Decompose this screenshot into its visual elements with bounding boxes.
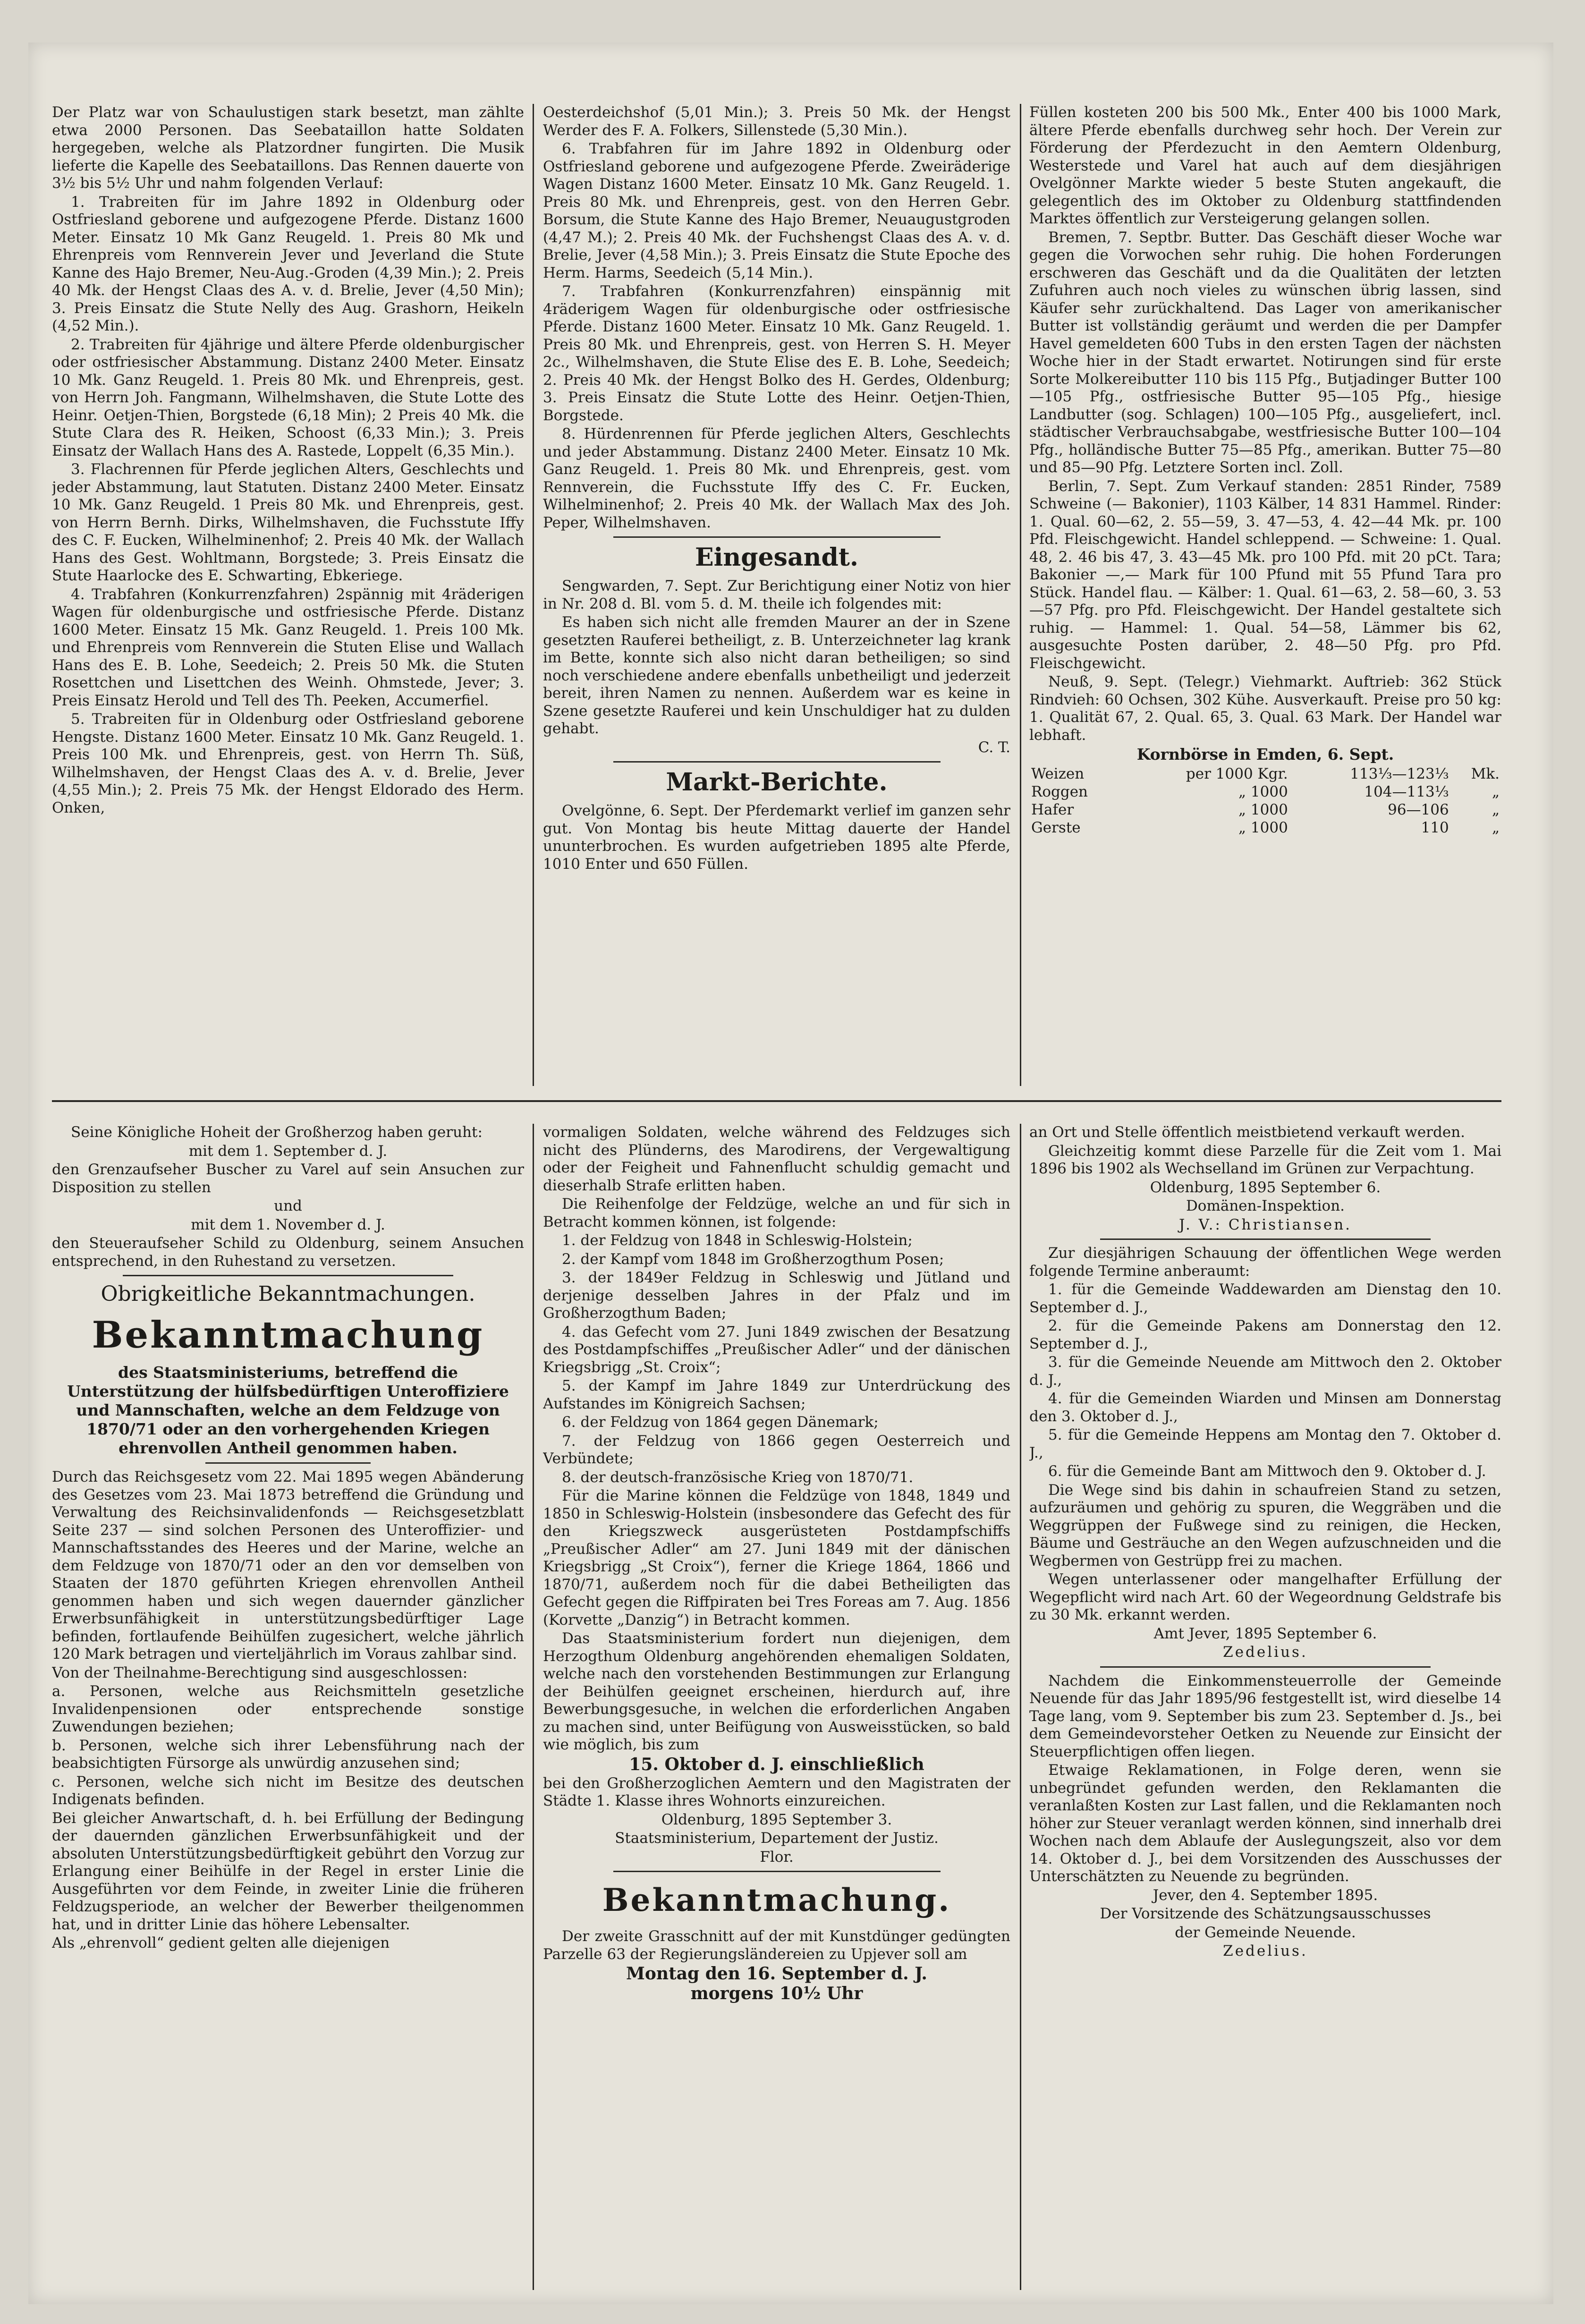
section-rule (52, 1100, 1501, 1102)
paragraph: c. Personen, welche sich nicht im Besitze des deutschen Indigenats befinden. (52, 1773, 524, 1808)
column-2 (543, 104, 1010, 1086)
paragraph: Neuß, 9. Sept. (Telegr.) Viehmarkt. Auftrieb: 362 Stück Rindvieh: 60 Ochsen, 302 Kühe. Ausverkauft. Preise pro 50 kg: 1. Qualität 67, 2. Qual. 65, 3. Qual. 63 Mark. Der Handel war lebhaft. (1029, 673, 1501, 744)
paragraph: 7. der Feldzug von 1866 gegen Oesterreich und Verbündete; (543, 1432, 1010, 1467)
schauung-item: 4. für die Gemeinden Wiarden und Minsen am Donnerstag den 3. Oktober d. J., (1029, 1390, 1501, 1425)
divider (123, 1275, 453, 1276)
signature: Zedelius. (1223, 1644, 1308, 1661)
paragraph: Durch das Reichsgesetz vom 22. Mai 1895 wegen Abänderung des Gesetzes vom 23. Mai 1873 betreffend die Gründung und Verwaltung des Reichsinvalidenfonds — Reichsgesetzblatt Seite 237 — sind solchen Personen des Unteroffizier- und Mannschaftsstandes des Heeres und der Marine, welche an dem Feldzuge von 1870/71 oder an den vor demselben von Staaten der 1870 geführten Kriegen ehrenvollen Antheil genommen haben und sich wegen dauernder gänzlicher Erwerbsunfähigkeit in unterstützungsbedürftiger Lage befinden, fortlaufende Beihülfen zugesichert, welche jährlich 120 Mark betragen und vierteljährlich im Voraus zahlbar sind. (52, 1468, 524, 1662)
paragraph: Berlin, 7. Sept. Zum Verkauf standen: 2851 Rinder, 7589 Schweine (— Bakonier), 1103 Kälber, 14 831 Hammel. Rinder: 1. Qual. 60—62, 2. 55—59, 3. 47—53, 4. 42—44 Mk. pr. 100 Pfd. Fleischgewicht. Handel schleppend. — Schweine: 1. Qual. 48, 2. 46 bis 47, 3. 43—45 Mk. pro 100 Pfd. mit 20 pCt. Tara; Bakonier —,— Mark für 100 Pfund mit 55 Pfund Tara pro Stück. Handel flau. — Kälber: 1. Qual. 61—63, 2. 58—60, 3. 53—57 Pfg. pro Pfd. Fleischgewicht. Der Handel gestaltete sich ruhig. — Hammel: 1. Qual. 54—58, Lämmer bis 62, ausgesuchte Posten darüber, 2. 48—50 Pfg. pro Pfd. Fleischgewicht. (1029, 477, 1501, 672)
kornboerse-heading: Kornbörse in Emden, 6. Sept. (1136, 745, 1394, 763)
obrigkeitliche-heading: Obrigkeitliche Bekanntmachungen. (101, 1282, 475, 1306)
bekanntmachung-title: Bekanntmachung (92, 1314, 484, 1357)
schauung-item: 6. für die Gemeinde Bant am Mittwoch den 9. Oktober d. J. (1048, 1463, 1486, 1480)
price-cur: Mk. (1471, 765, 1500, 782)
paragraph: 1. der Feldzug von 1848 in Schleswig-Holstein; (562, 1232, 913, 1249)
paragraph: 5. der Kampf im Jahre 1849 zur Unterdrückung des Aufstandes im Königreich Sachsen; (543, 1377, 1010, 1412)
paragraph: an Ort und Stelle öffentlich meistbietend verkauft werden. (1029, 1124, 1466, 1141)
paragraph: 6. der Feldzug von 1864 gegen Dänemark; (562, 1414, 879, 1431)
paragraph: 6. Trabfahren für im Jahre 1892 in Oldenburg oder Ostfriesland geborene und aufgezogene Pferde. Zweiräderige Wagen Distanz 1600 Meter. Einsatz 10 Mk. Ganz Reugeld. 1. Preis 80 Mk. und Ehrenpreis, gest. von den Herren Gebr. Borsum, die Stute Kanne des Hajo Bremer, Neuaugustgroden (4,47 M.); 2. Preis 40 Mk. der Fuchshengst Claas des A. v. d. Brelie, Jever (4,58 Min.); 3. Preis Einsatz die Stute Epoche des Herm. Harms, Seedeich (5,14 Min.). (543, 140, 1010, 281)
divider (205, 1462, 371, 1464)
price-name: Hafer (1031, 801, 1074, 818)
price-cur: „ (1492, 819, 1500, 836)
divider (613, 536, 941, 538)
hoheit-text: den Grenzaufseher Buscher zu Varel auf sein Ansuchen zur Disposition zu stellen (52, 1161, 524, 1196)
office: Der Vorsitzende des Schätzungsausschusses (1100, 1905, 1431, 1922)
hoheit-text: mit dem 1. November d. J. (191, 1216, 385, 1233)
signature: Zedelius. (1223, 1942, 1308, 1959)
paragraph: bei den Großherzoglichen Aemtern und den Magistraten der Städte 1. Klasse ihres Wohnorts einzureichen. (543, 1774, 1010, 1809)
price-cur: „ (1492, 783, 1500, 800)
signature: Flor. (760, 1848, 794, 1866)
bekanntmachung-subtitle: des Staatsministeriums, betreffend die Unterstützung der hülfsbedürftigen Unteroffiziere und Mannschaften, welche an dem Feldzuge von 1870/71 oder an den vorhergehenden Kriegen ehrenvollen Antheil genommen haben. (67, 1363, 509, 1457)
paragraph: 1. Trabreiten für im Jahre 1892 in Oldenburg oder Ostfriesland geborene und aufgezogene Pferde. Distanz 1600 Meter. Einsatz 10 Mk Ganz Reugeld. 1. Preis 80 Mk und Ehrenpreis vom Rennverein Jever und Jeverland die Stute Kanne des Hajo Bremer, Neu-Aug.-Groden (4,39 Min.); 2. Preis 40 Mk. der Hengst Claas des A. v. d. Brelie, Jever (4,50 Min); 3. Preis Einsatz die Stute Nelly des Aug. Grashorn, Heikeln (4,52 Min.). (52, 193, 524, 334)
column-6 (1029, 1124, 1501, 2290)
price-row (1029, 765, 1501, 783)
price-price: 110 (1421, 819, 1449, 836)
schauung-item: 1. für die Gemeinde Waddewarden am Dienstag den 10. September d. J., (1029, 1281, 1501, 1316)
divider (1100, 1238, 1431, 1240)
price-price: 113⅓—123⅓ (1350, 765, 1449, 782)
price-price: 96—106 (1388, 801, 1449, 818)
schauung-item: 2. für die Gemeinde Pakens am Donnerstag den 12. September d. J., (1029, 1317, 1501, 1352)
paragraph: Nachdem die Einkommensteuerrolle der Gemeinde Neuende für das Jahr 1895/96 festgestellt ist, wird dieselbe 14 Tage lang, vom 9. September bis zum 23. September d. Js., bei dem Gemeindevorsteher Oetken zu Neuende zur Einsicht der Steuerpflichtigen offen liegen. (1029, 1672, 1501, 1760)
column-1 (52, 104, 524, 1086)
bekanntmachung-2-time: morgens 10½ Uhr (690, 1984, 863, 2003)
eingesandt-heading: Eingesandt. (695, 543, 858, 572)
paragraph: 2. der Kampf vom 1848 im Großherzogthum Posen; (562, 1250, 944, 1268)
bekanntmachung-2-title: Bekanntmachung. (602, 1882, 951, 1918)
office: Domänen-Inspektion. (1186, 1197, 1345, 1214)
paragraph: Von der Theilnahme-Berechtigung sind ausgeschlossen: (52, 1664, 468, 1681)
paragraph: Wegen unterlassener oder mangelhafter Erfüllung der Wegepflicht wird nach Art. 60 der Wegeordnung Geldstrafe bis zu 30 Mk. erkannt werden. (1029, 1571, 1501, 1623)
paragraph: 8. Hürdenrennen für Pferde jeglichen Alters, Geschlechts und jeder Abstammung. Distanz 2400 Meter. Einsatz 10 Mk. Ganz Reugeld. 1. Preis 80 Mk. und Ehrenpreis, gest. vom Rennverein, die Fuchsstute Iffy des C. Fr. Eucken, Wilhelminenhof; 2. Preis 40 Mk. der Wallach Max des Joh. Peper, Wilhelmshaven. (543, 425, 1010, 531)
column-rule (533, 1124, 534, 2290)
paragraph: 8. der deutsch-französische Krieg von 1870/71. (562, 1468, 914, 1486)
eingesandt-paragraph: Es haben sich nicht alle fremden Maurer an der in Szene gesetzten Rauferei betheiligt, z. B. Unterzeichneter lag krank im Bette, konnte sich also nicht daran betheiligen; so sind noch verschiedene andere ebenfalls unbetheiligt und jederzeit bereit, ihren Namen zu nennen. Außerdem war es keine in Szene gesetzte Rauferei und kein Unschuldiger hat zu dulden gehabt. (543, 614, 1010, 737)
paragraph: Etwaige Reklamationen, in Folge deren, wenn sie unbegründet gefunden werden, den Reklamanten die veranlaßten Kosten zur Last fallen, und die Reklamanten noch höher zur Steuer veranlagt werden können, sind innerhalb drei Wochen nach dem Ablaufe der Auslegungszeit, also vor dem 14. Oktober d. J., bei dem Vorsitzenden des Ausschusses der Unterschätzten zu Neuende zu begründen. (1029, 1762, 1501, 1885)
schauung-item: 3. für die Gemeinde Neuende am Mittwoch den 2. Oktober d. J., (1029, 1354, 1501, 1389)
divider (613, 1871, 941, 1872)
price-unit: „ 1000 (1238, 783, 1288, 800)
schauung-intro: Zur diesjährigen Schauung der öffentlichen Wege werden folgende Termine anberaumt: (1029, 1245, 1501, 1280)
place-date: Oldenburg, 1895 September 6. (1150, 1179, 1381, 1196)
paragraph: b. Personen, welche sich ihrer Lebensführung nach der beabsichtigten Fürsorge als unwürdig anzusehen sind; (52, 1737, 524, 1772)
hoheit-text: Seine Königliche Hoheit der Großherzog haben geruht: (71, 1124, 483, 1141)
markt-heading: Markt-Berichte. (666, 768, 888, 797)
price-price: 104—113⅓ (1364, 783, 1449, 800)
paragraph: Füllen kosteten 200 bis 500 Mk., Enter 400 bis 1000 Mark, ältere Pferde ebenfalls durchweg sehr hoch. Der Verein zur Förderung der Pferdezucht in den Aemtern Oldenburg, Westerstede und Varel hat auch auf dem diesjährigen Ovelgönner Markte wieder 5 beste Stuten angekauft, die gelegentlich des im Oktober zu Oldenburg stattfindenden Marktes öffentlich zur Versteigerung gelangen sollen. (1029, 104, 1501, 227)
paragraph: 3. der 1849er Feldzug in Schleswig und Jütland und derjenige desselben Jahres in der Pfalz und im Großherzogthum Baden; (543, 1269, 1010, 1322)
paragraph: 3. Flachrennen für Pferde jeglichen Alters, Geschlechts und jeder Abstammung, laut Statuten. Distanz 2400 Meter. Einsatz 10 Mk. Ganz Reugeld. 1 Preis 80 Mk. und Ehrenpreis, gest. von Herrn Bernh. Dirks, Wilhelmshaven, die Fuchsstute Iffy des C. F. Eucken, Wilhelminenhof; 2. Preis 40 Mk. der Wallach Hans des Gest. Wohltmann, Borgstede; 3. Preis Einsatz die Stute Haarlocke des E. Schwarting, Ebkeriege. (52, 461, 524, 584)
paragraph: 4. das Gefecht vom 27. Juni 1849 zwischen der Besatzung des Postdampfschiffes „Preußischer Adler“ und der dänischen Kriegsbrigg „St. Croix“; (543, 1323, 1010, 1376)
price-unit: per 1000 Kgr. (1186, 765, 1288, 782)
column-3 (1029, 104, 1501, 1086)
markt-paragraph: Ovelgönne, 6. Sept. Der Pferdemarkt verlief im ganzen sehr gut. Von Montag bis heute Mittag dauerte der Handel ununterbrochen. Es wurden aufgetrieben 1895 alte Pferde, 1010 Enter und 650 Füllen. (543, 802, 1010, 873)
paragraph: 7. Trabfahren (Konkurrenzfahren) einspännig mit 4räderigem Wagen für oldenburgische oder ostfriesische Pferde. Distanz 1600 Meter. Einsatz 10 Mk. Ganz Reugeld. 1. Preis 80 Mk. und Ehrenpreis, gest. von Herren S. H. Meyer 2c., Wilhelmshaven, die Stute Elise des E. B. Lohe, Seedeich; 2. Preis 40 Mk. der Hengst Bolko des H. Gerdes, Oldenburg; 3. Preis Einsatz die Stute Lotte des Heinr. Oetjen-Thien, Borgstede. (543, 283, 1010, 424)
paragraph: Die Reihenfolge der Feldzüge, welche an und für sich in Betracht kommen können, ist folgende: (543, 1196, 1010, 1230)
eingesandt-paragraph: Sengwarden, 7. Sept. Zur Berichtigung einer Notiz von hier in Nr. 208 d. Bl. vom 5. d. M. theile ich folgendes mit: (543, 577, 1010, 612)
paragraph: Gleichzeitig kommt diese Parzelle für die Zeit vom 1. Mai 1896 bis 1902 als Wechselland im Grünen zur Verpachtung. (1029, 1142, 1501, 1177)
office: der Gemeinde Neuende. (1175, 1924, 1356, 1941)
column-rule (533, 104, 534, 1086)
price-row (1029, 819, 1501, 837)
hoheit-text: und (274, 1197, 302, 1214)
paragraph: 5. Trabreiten für in Oldenburg oder Ostfriesland geborene Hengste. Distanz 1600 Meter. Einsatz 10 Mk. Ganz Reugeld. 1. Preis 100 Mk. und Ehrenpreis, gest. von Herrn Th. Süß, Wilhelmshaven, der Hengst Claas des A. v. d. Brelie, Jever (4,55 Min.); 2. Preis 75 Mk. der Hengst Eldorado des Herm. Onken, (52, 711, 524, 816)
hoheit-text: den Steueraufseher Schild zu Oldenburg, seinem Ansuchen entsprechend, in den Ruhestand zu versetzen. (52, 1235, 524, 1270)
schauung-item: 5. für die Gemeinde Heppens am Montag den 7. Oktober d. J., (1029, 1426, 1501, 1461)
divider (613, 761, 941, 763)
price-row (1029, 783, 1501, 801)
paragraph: Als „ehrenvoll“ gedient gelten alle diejenigen (52, 1934, 390, 1951)
paragraph: Die Wege sind bis dahin in schaufreien Stand zu setzen, aufzuräumen und gehörig zu spuren, die Weggräben und die Weggrüppen der Fußwege sind zu reinigen, die Hecken, Bäume und Gesträuche an den Wegen aufzuschneiden und die Wegbermen von Gestrüpp frei zu machen. (1029, 1481, 1501, 1569)
place-date: Amt Jever, 1895 September 6. (1153, 1625, 1377, 1642)
office: Staatsministerium, Departement der Justiz. (615, 1830, 939, 1847)
eingesandt-signature: C. T. (978, 738, 1010, 756)
signature: J. V.: Christiansen. (1178, 1216, 1352, 1233)
deadline: 15. Oktober d. J. einschließlich (629, 1754, 924, 1774)
divider (1100, 1666, 1431, 1668)
price-name: Gerste (1031, 819, 1081, 836)
place-date: Oldenburg, 1895 September 3. (661, 1811, 892, 1828)
paragraph: 2. Trabreiten für 4jährige und ältere Pferde oldenburgischer oder ostfriesischer Abstammung. Distanz 2400 Meter. Einsatz 10 Mk. Ganz Reugeld. 1. Preis 80 Mk. und Ehrenpreis, gest. von Herrn Joh. Fangmann, Wilhelmshaven, die Stute Lotte des Heinr. Oetjen-Thien, Borgstede (6,18 Min); 2 Preis 40 Mk. die Stute Clara des R. Heiken, Schoost (6,33 Min.); 3. Preis Einsatz der Wallach Hans des A. Rastede, Loppelt (6,35 Min.). (52, 336, 524, 459)
column-4 (52, 1124, 524, 2290)
bekanntmachung-2-date: Montag den 16. September d. J. (626, 1964, 927, 1984)
price-unit: „ 1000 (1238, 801, 1288, 818)
paragraph: Für die Marine können die Feldzüge von 1848, 1849 und 1850 in Schleswig-Holstein (insbesondere das Gefecht des für den Kriegszweck ausgerüsteten Postdampfschiffs „Preußischer Adler“ am 27. Juni 1849 mit der dänischen Kriegsbrigg „St Croix“), ferner die Kriege 1864, 1866 und 1870/71, außerdem noch für die dabei Betheiligten das Gefecht gegen die Riffpiraten bei Tres Foreas am 7. Aug. 1856 (Korvette „Danzig“) in Betracht kommen. (543, 1487, 1010, 1628)
place-date: Jever, den 4. September 1895. (1153, 1886, 1378, 1904)
paragraph: Bremen, 7. Septbr. Butter. Das Geschäft dieser Woche war gegen die Vorwochen sehr ruhig. Die hohen Forderungen erschweren das Geschäft und da die Qualitäten der letzten Zufuhren auch noch vieles zu wünschen übrig lassen, sind Käufer sehr zurückhaltend. Das Lager von amerikanischer Butter ist vollständig geräumt und werden die per Dampfer Havel gemeldeten 600 Tubs in den ersten Tagen der nächsten Woche hier in der Stadt erwartet. Notirungen sind für erste Sorte Molkereibutter 110 bis 115 Pfg., Butjadinger Butter 100—105 Pfg., ostfriesische Butter 95—105 Pfg., hiesige Landbutter (sog. Schlagen) 100—105 Pfg., ausgeliefert, incl. städtischer Verbrauchsabgabe, westfriesische Butter 100—104 Pfg., holländische Butter 75—85 Pfg., amerikan. Butter 75—80 und 85—90 Pfg. Letztere Sorten incl. Zoll. (1029, 229, 1501, 476)
bekanntmachung-2-text: Der zweite Grasschnitt auf der mit Kunstdünger gedüngten Parzelle 63 der Regierungsländereien zu Upjever soll am (543, 1928, 1010, 1963)
paragraph: Bei gleicher Anwartschaft, d. h. bei Erfüllung der Bedingung der dauernden gänzlichen Erwerbsunfähigkeit und der absoluten Unterstützungsbedürftigkeit gebührt den Vorzug zur Erlangung einer Beihülfe in der Regel in erster Linie die Ausgeführten vor dem Feinde, in zweiter Linie die früheren Feldzugsperiode, an welcher der Bewerber theilgenommen hat, und in dritter Linie das höhere Lebensalter. (52, 1809, 524, 1933)
paragraph: Das Staatsministerium fordert nun diejenigen, dem Herzogthum Oldenburg angehörenden ehemaligen Soldaten, welche nach den vorstehenden Bestimmungen zur Erlangung der Beihülfen geeignet erscheinen, hierdurch auf, ihre Bewerbungsgesuche, in welchen die erforderlichen Angaben zu machen sind, unter Beifügung von Ausweisstücken, so bald wie möglich, bis zum (543, 1630, 1010, 1753)
price-row (1029, 801, 1501, 819)
paragraph: a. Personen, welche aus Reichsmitteln gesetzliche Invalidenpensionen oder entsprechende sonstige Zuwendungen beziehen; (52, 1683, 524, 1735)
paragraph: 4. Trabfahren (Konkurrenzfahren) 2spännig mit 4räderigen Wagen für oldenburgische und ostfriesische Pferde. Distanz 1600 Meter. Einsatz 15 Mk. Ganz Reugeld. 1. Preis 100 Mk. und Ehrenpreis vom Rennverein die Stuten Elise und Wallach Hans des E. B. Lohe, Seedeich; 2. Preis 50 Mk. die Stuten Rosettchen und Lisettchen des Weinh. Ohmstede, Jever; 3. Preis Einsatz Herold und Tell des Th. Peeken, Accumerfiel. (52, 585, 524, 709)
paragraph: vormaligen Soldaten, welche während des Feldzuges sich nicht des Plünderns, des Marodirens, der Vergewaltigung oder der Feigheit und Fahnenflucht schuldig gemacht und dieserhalb Strafe erlitten haben. (543, 1124, 1010, 1194)
paragraph: Der Platz war von Schaulustigen stark besetzt, man zählte etwa 2000 Personen. Das Seebataillon hatte Soldaten hergegeben, welche als Platzordner fungirten. Die Musik lieferte die Kapelle des Seebataillons. Das Rennen dauerte von 3½ bis 5½ Uhr und nahm folgenden Verlauf: (52, 104, 524, 192)
kornboerse-table (1029, 765, 1501, 837)
price-name: Weizen (1031, 765, 1085, 782)
price-cur: „ (1492, 801, 1500, 818)
column-rule (1020, 104, 1021, 1086)
hoheit-text: mit dem 1. September d. J. (188, 1142, 388, 1160)
column-rule (1020, 1124, 1021, 2290)
price-name: Roggen (1031, 783, 1088, 800)
column-5 (543, 1124, 1010, 2290)
paragraph: Oesterdeichshof (5,01 Min.); 3. Preis 50 Mk. der Hengst Werder des F. A. Folkers, Sillenstede (5,30 Min.). (543, 104, 1010, 139)
price-unit: „ 1000 (1238, 819, 1288, 836)
